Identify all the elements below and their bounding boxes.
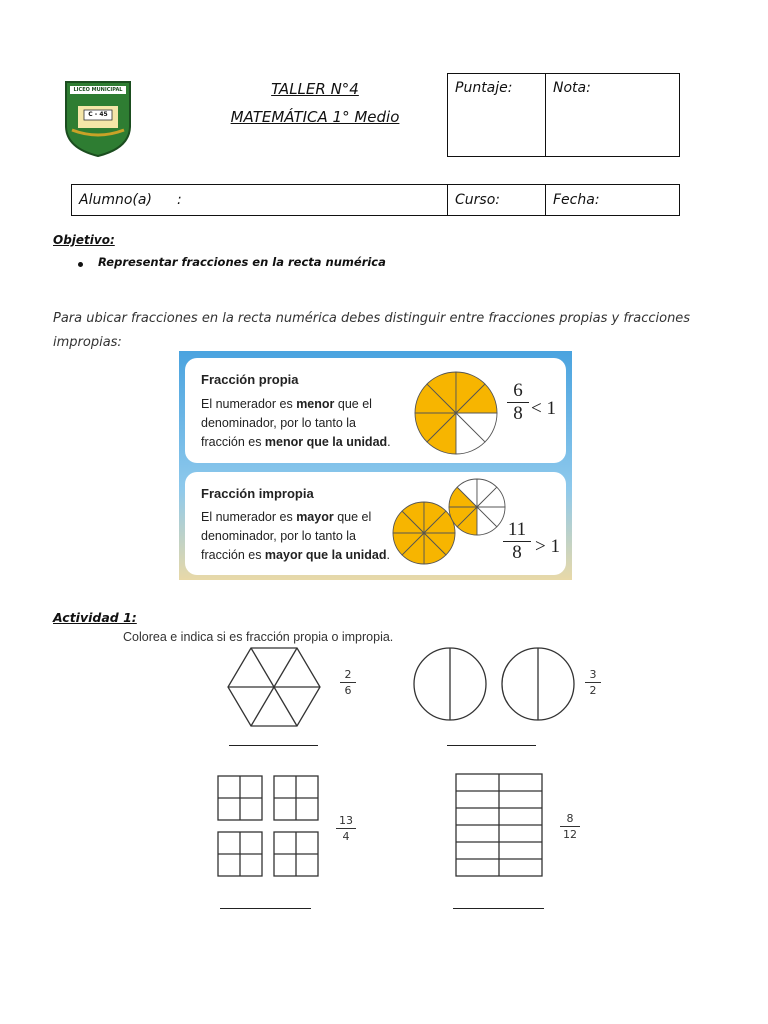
nota-box[interactable] <box>545 73 680 157</box>
fraction-item-1: 2 6 <box>340 668 356 697</box>
propia-description: El numerador es menor que el denominador, por lo tanto la fracción es menor que la unidad. <box>201 397 391 449</box>
puntaje-label: Puntaje: <box>455 80 513 96</box>
fraction-item-4: 8 12 <box>560 812 580 841</box>
answer-line-1[interactable] <box>229 745 318 746</box>
logo-code: C - 45 <box>88 111 108 118</box>
objective-bullet: Representar fracciones en la recta numérica <box>98 255 386 269</box>
impropia-comparison: > 1 <box>535 536 560 557</box>
curso-label: Curso: <box>455 192 500 208</box>
worksheet-title: TALLER N°4 <box>271 80 359 98</box>
propia-fraction: 6 8 <box>507 380 529 425</box>
alumno-label: Alumno(a) <box>79 192 152 208</box>
worksheet-subtitle: MATEMÁTICA 1° Medio <box>230 108 400 126</box>
fraction-concept-panel <box>179 351 572 580</box>
answer-line-4[interactable] <box>453 908 544 909</box>
fecha-field[interactable] <box>545 184 680 216</box>
propia-card <box>185 358 566 463</box>
propia-pie-6-of-8 <box>413 370 499 456</box>
logo-text: LICEO MUNICIPAL <box>73 87 123 93</box>
objective-heading: Objetivo: <box>53 233 115 247</box>
bullet-icon <box>78 262 83 267</box>
alumno-field[interactable] <box>71 184 448 216</box>
school-logo <box>64 80 132 158</box>
two-circles-figure[interactable] <box>412 646 578 722</box>
answer-line-3[interactable] <box>220 908 311 909</box>
fraction-item-3: 13 4 <box>336 814 356 843</box>
four-squares-figure[interactable] <box>216 774 322 880</box>
activity-instruction: Colorea e indica si es fracción propia o impropia. <box>123 630 394 644</box>
alumno-separator: : <box>177 192 182 208</box>
fecha-label: Fecha: <box>553 192 600 208</box>
hexagon-figure[interactable] <box>226 646 322 728</box>
answer-line-2[interactable] <box>447 745 536 746</box>
puntaje-box[interactable] <box>447 73 546 157</box>
impropia-card <box>185 472 566 575</box>
impropia-description: El numerador es mayor que el denominador, por lo tanto la fracción es mayor que la unidad. <box>201 510 390 562</box>
activity-heading: Actividad 1: <box>53 610 137 625</box>
nota-label: Nota: <box>553 80 591 96</box>
propia-title: Fracción propia <box>201 372 299 387</box>
fraction-item-2: 3 2 <box>585 668 601 697</box>
propia-comparison: < 1 <box>531 398 556 419</box>
impropia-fraction: 11 8 <box>503 519 531 564</box>
impropia-title: Fracción impropia <box>201 486 314 501</box>
intro-text: Para ubicar fracciones en la recta numérica debes distinguir entre fracciones propias y fracciones impropias: <box>53 311 691 350</box>
impropia-pie-3-of-8 <box>447 477 507 537</box>
curso-field[interactable] <box>447 184 546 216</box>
grid-rectangle-figure[interactable] <box>454 772 544 878</box>
